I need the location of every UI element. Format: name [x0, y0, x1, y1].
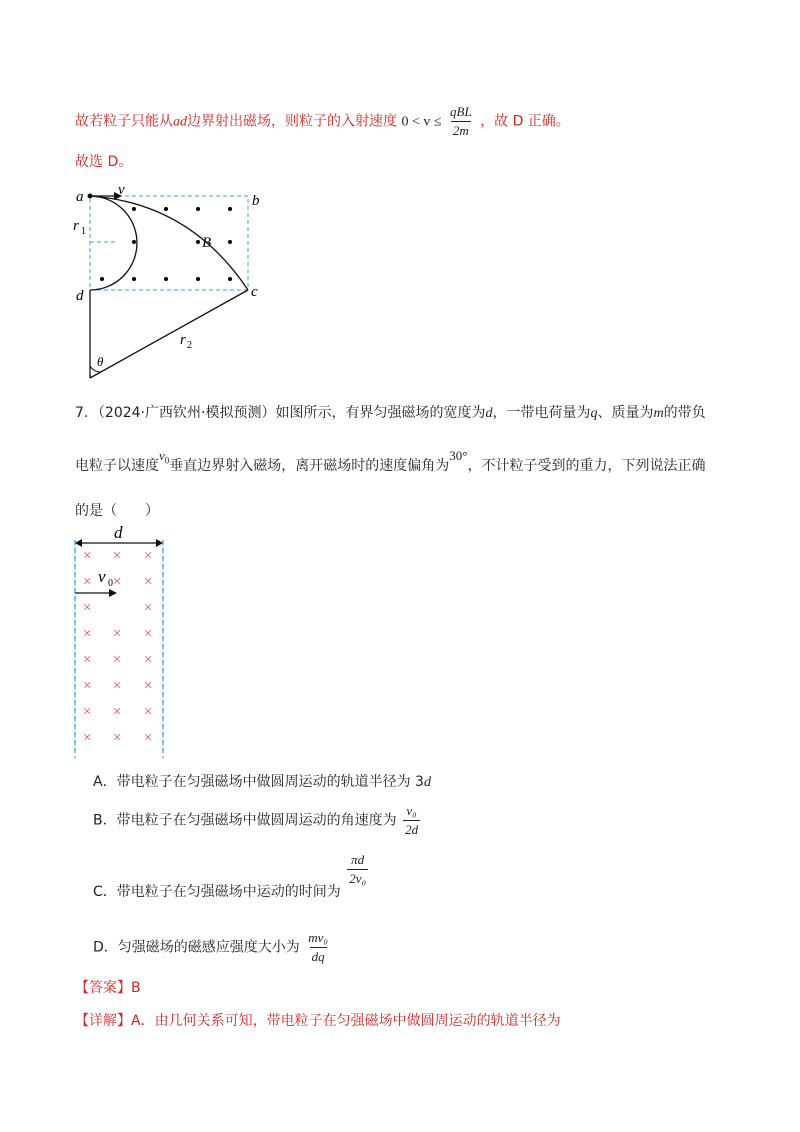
label-r2-sub: 2 — [187, 340, 192, 351]
option-a-var: d — [423, 775, 431, 790]
width-arrow-left — [75, 539, 82, 547]
svg-text:×: × — [112, 678, 123, 694]
detail-text: A．由几何关系可知，带电粒子在匀强磁场中做圆周运动的轨道半径为 — [131, 1013, 561, 1029]
svg-text:×: × — [82, 678, 93, 694]
svg-text:×: × — [112, 652, 123, 668]
question-text-7: ，不计粒子受到的重力，下列说法正确 — [467, 458, 706, 474]
svg-text:×: × — [143, 730, 154, 746]
label-r2: r — [180, 332, 186, 348]
option-d-den: dq — [311, 949, 325, 964]
label-d: d — [76, 288, 84, 304]
svg-text:×: × — [143, 600, 154, 616]
option-a-text: A．带电粒子在匀强磁场中做圆周运动的轨道半径为 3 — [93, 774, 424, 790]
question-text-1: 如图所示，有界匀强磁场的宽度为 — [275, 405, 486, 421]
svg-text:×: × — [82, 548, 93, 564]
svg-text:×: × — [112, 548, 123, 564]
option-c — [93, 852, 370, 900]
conclusion-middle: 边界射出磁场，则粒子的入射速度 — [187, 113, 397, 130]
option-b-fraction — [403, 803, 420, 838]
svg-text:×: × — [112, 730, 123, 746]
label-v0: v — [98, 567, 106, 586]
svg-text:×: × — [112, 574, 123, 590]
option-d-num: mv₀ — [308, 930, 328, 945]
figure-magnetic-field — [70, 520, 190, 760]
option-a — [93, 771, 431, 791]
conclusion-line — [75, 104, 570, 139]
svg-text:×: × — [143, 678, 154, 694]
question-text-6: 垂直边界射入磁场，离开磁场时的速度偏角为 — [169, 458, 450, 474]
detail-tag: 【详解】 — [75, 1013, 131, 1029]
deflection-angle: 30° — [449, 448, 468, 463]
label-B: B — [202, 235, 212, 251]
small-semicircle-path — [90, 196, 137, 290]
fraction-numerator: qBL — [450, 104, 472, 119]
question-text-5: 电粒子以速度 — [75, 458, 159, 474]
svg-text:×: × — [143, 548, 154, 564]
var-v0-letter: v — [159, 448, 165, 463]
question-7-line-3: 的是（ ） — [75, 503, 159, 519]
label-a: a — [76, 189, 84, 205]
fraction-denominator: 2m — [452, 123, 469, 138]
field-dots — [100, 207, 232, 281]
answer-value: B — [131, 980, 141, 996]
option-d — [93, 930, 332, 965]
var-m: m — [653, 406, 664, 421]
svg-text:×: × — [82, 652, 93, 668]
var-v0 — [159, 448, 170, 466]
conclusion-prefix: 故若粒子只能从 — [75, 113, 173, 130]
option-b-text: B．带电粒子在匀强磁场中做圆周运动的角速度为 — [93, 812, 397, 829]
conclusion-ad: ad — [173, 114, 187, 130]
velocity-inequality: 0 < v ≤ — [401, 114, 442, 130]
var-q: q — [590, 406, 598, 421]
choose-line: 故选 D。 — [75, 154, 133, 170]
question-text-4: 的带负 — [663, 405, 706, 421]
radius-r2-line — [90, 290, 248, 378]
svg-text:×: × — [143, 704, 154, 720]
var-d: d — [485, 406, 493, 421]
svg-text:×: × — [82, 730, 93, 746]
svg-text:×: × — [82, 626, 93, 642]
v0-arrowhead — [109, 589, 117, 597]
large-arc-path — [90, 196, 248, 290]
question-text-2: ，一带电荷量为 — [492, 405, 591, 421]
field-boundary-rect — [90, 196, 248, 290]
label-v: v — [118, 183, 125, 198]
answer-line — [75, 977, 141, 997]
svg-text:×: × — [143, 652, 154, 668]
label-v0-sub: 0 — [108, 578, 113, 589]
svg-text:×: × — [112, 704, 123, 720]
conclusion-suffix: ，故 D 正确。 — [480, 113, 570, 130]
question-source: （2024·广西钦州·模拟预测） — [97, 405, 276, 421]
question-text-3: 、质量为 — [597, 405, 654, 421]
svg-text:×: × — [143, 626, 154, 642]
figure-trajectory — [70, 183, 330, 383]
label-r1-sub: 1 — [81, 226, 86, 237]
svg-text:×: × — [82, 574, 93, 590]
label-b: b — [252, 193, 260, 209]
point-a — [88, 194, 93, 199]
option-b-num: v₀ — [406, 803, 417, 818]
option-c-fraction — [347, 852, 368, 887]
option-b-den: 2d — [405, 822, 419, 837]
option-c-text: C．带电粒子在匀强磁场中运动的时间为 — [93, 883, 341, 900]
label-c: c — [251, 284, 258, 300]
label-width-d: d — [114, 523, 123, 542]
velocity-fraction — [448, 104, 474, 139]
var-v0-sub: 0 — [164, 455, 170, 466]
question-7-line-1 — [75, 402, 706, 422]
label-r1: r — [73, 218, 79, 234]
svg-text:×: × — [82, 600, 93, 616]
option-c-den: 2v₀ — [349, 871, 367, 886]
option-b — [93, 803, 422, 838]
detail-line — [75, 1010, 561, 1030]
answer-tag: 【答案】 — [75, 980, 131, 996]
field-crosses — [82, 548, 153, 746]
question-7-line-2 — [75, 448, 706, 476]
option-d-text: D．匀强磁场的磁感应强度大小为 — [93, 939, 300, 956]
label-theta: θ — [97, 354, 104, 369]
svg-text:×: × — [82, 704, 93, 720]
svg-text:×: × — [143, 574, 154, 590]
question-number: 7． — [75, 405, 98, 421]
width-arrow-right — [156, 539, 163, 547]
option-d-fraction — [306, 930, 330, 965]
svg-text:×: × — [112, 626, 123, 642]
option-c-num: πd — [351, 852, 365, 867]
